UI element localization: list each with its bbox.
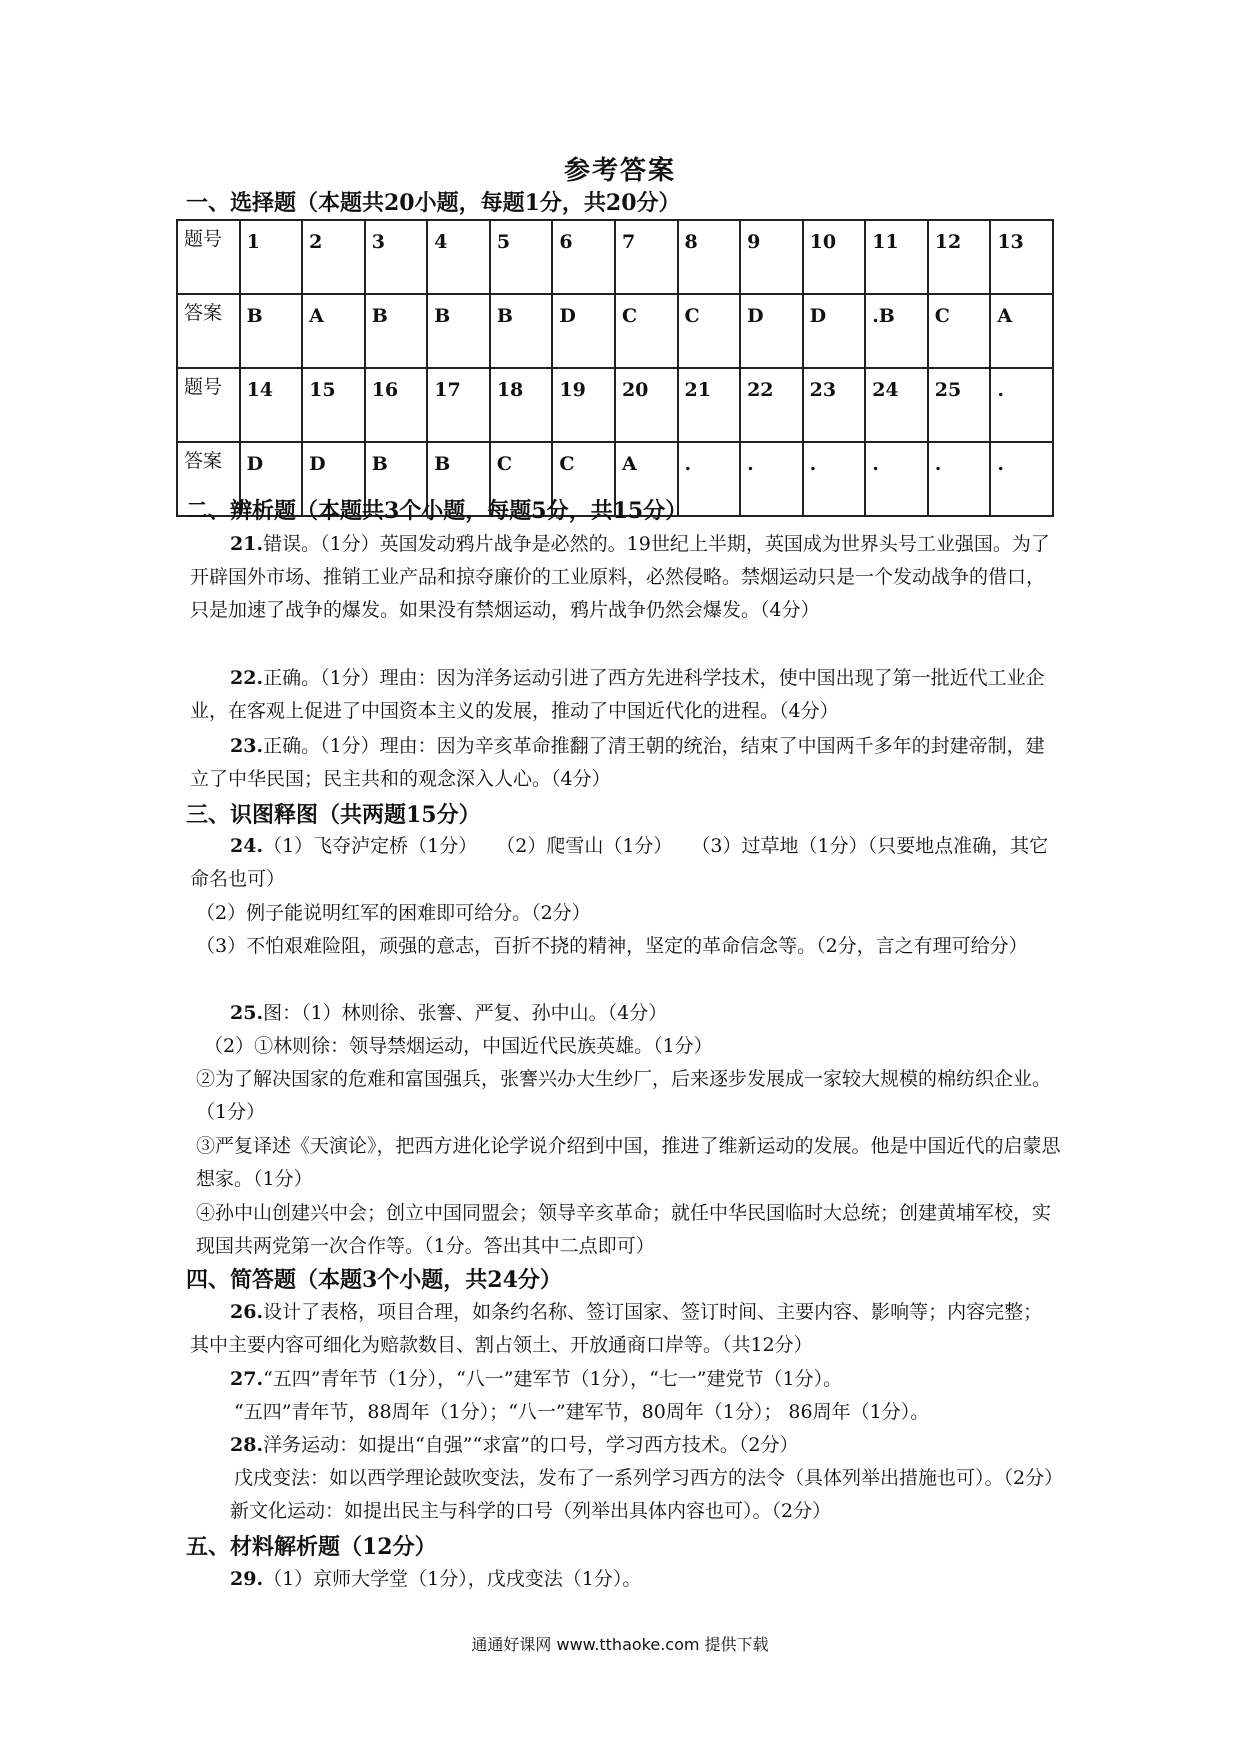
table-cell: A: [615, 442, 678, 516]
answer-28-2: 戊戌变法：如以西学理论鼓吹变法，发布了一系列学习西方的法令（具体列举出措施也可）。（2分）: [234, 1467, 1064, 1489]
answer-28-3: 新文化运动：如提出民主与科学的口号（列举出具体内容也可）。（2分）: [230, 1500, 832, 1522]
table-cell: 24: [865, 368, 928, 442]
table-row-questions-1: [177, 220, 1053, 294]
table-cell: 3: [365, 220, 428, 294]
answer-25-4: ③严复译述《天演论》，把西方进化论学说介绍到中国，推进了维新运动的发展。他是中国近代的启蒙思想家。（1分）: [196, 1135, 1061, 1190]
answer-25-1: 25.图：（1）林则徐、张謇、严复、孙中山。（4分）: [230, 1002, 668, 1024]
row-label-answer: 答案: [177, 294, 240, 368]
table-cell: C: [615, 294, 678, 368]
row-label-question: 题号: [177, 368, 240, 442]
answer-29: 29.（1）京师大学堂（1分），戊戌变法（1分）。: [230, 1568, 642, 1590]
answer-27-2: “五四”青年节，88周年（1分）；“八一”建军节，80周年（1分）； 86周年（1分）。: [234, 1401, 930, 1423]
table-cell: A: [990, 294, 1053, 368]
section-heading-short-answer: 四、简答题（本题3个小题，共24分）: [186, 1267, 562, 1293]
table-cell: A: [302, 294, 365, 368]
table-cell: 17: [427, 368, 490, 442]
answer-28-1: 28.洋务运动：如提出“自强”“求富”的口号，学习西方技术。（2分）: [230, 1434, 799, 1456]
table-cell: 21: [678, 368, 741, 442]
table-cell: 23: [803, 368, 866, 442]
table-cell: 18: [490, 368, 553, 442]
table-cell: .: [678, 442, 741, 516]
table-cell: 12: [928, 220, 991, 294]
table-cell: C: [490, 442, 553, 516]
table-cell: 25: [928, 368, 991, 442]
table-cell: .: [803, 442, 866, 516]
table-cell: B: [240, 294, 303, 368]
answer-25-5: ④孙中山创建兴中会；创立中国同盟会；领导辛亥革命；就任中华民国临时大总统；创建黄埔军校，实现国共两党第一次合作等。（1分。答出其中二点即可）: [196, 1202, 1052, 1257]
table-cell: 2: [302, 220, 365, 294]
answer-21: 21.错误。（1分）英国发动鸦片战争是必然的。19世纪上半期，英国成为世界头号工业强国。为了开辟国外市场、推销工业产品和掠夺廉价的工业原料，必然侵略。禁烟运动只是一个发动战争的借口，只是加速了战争的爆发。如果没有禁烟运动，鸦片战争仍然会爆发。（4分）: [190, 533, 1050, 621]
table-cell: 19: [552, 368, 615, 442]
table-cell: 7: [615, 220, 678, 294]
table-cell: 15: [302, 368, 365, 442]
answer-24-3: （3）不怕艰难险阻，顽强的意志，百折不挠的精神，坚定的革命信念等。（2分，言之有理可给分）: [196, 935, 1028, 957]
answer-27-1: 27.“五四”青年节（1分），“八一”建军节（1分），“七一”建党节（1分）。: [230, 1368, 843, 1390]
table-cell: 22: [740, 368, 803, 442]
answer-24-2: （2）例子能说明红军的困难即可给分。（2分）: [196, 902, 591, 924]
table-cell: .: [740, 442, 803, 516]
table-cell: D: [240, 442, 303, 516]
table-cell: .: [865, 442, 928, 516]
answer-25-3: ②为了解决国家的危难和富国强兵，张謇兴办大生纱厂，后来逐步发展成一家较大规模的棉纺织企业。（1分）: [196, 1068, 1052, 1123]
answer-26: 26.设计了表格，项目合理，如条约名称、签订国家、签订时间、主要内容、影响等；内容完整；其中主要内容可细化为赔款数目、割占领土、开放通商口岸等。（共12分）: [190, 1301, 1043, 1356]
table-cell: 9: [740, 220, 803, 294]
section-heading-analysis: 二、辨析题（本题共3个小题，每题5分，共15分）: [186, 498, 688, 524]
section-heading-picture: 三、识图释图（共两题15分）: [186, 802, 481, 828]
table-cell: D: [803, 294, 866, 368]
table-cell: B: [365, 294, 428, 368]
table-cell: 6: [552, 220, 615, 294]
table-cell: 16: [365, 368, 428, 442]
table-cell: 11: [865, 220, 928, 294]
row-label-question: 题号: [177, 220, 240, 294]
table-cell: B: [490, 294, 553, 368]
table-cell: C: [552, 442, 615, 516]
answer-25-2: （2）①林则徐：领导禁烟运动，中国近代民族英雄。（1分）: [204, 1035, 713, 1057]
table-cell: B: [427, 442, 490, 516]
table-cell: .: [928, 442, 991, 516]
answer-22: 22.正确。（1分）理由：因为洋务运动引进了西方先进科学技术，使中国出现了第一批近代工业企业，在客观上促进了中国资本主义的发展，推动了中国近代化的进程。（4分）: [190, 667, 1045, 722]
table-cell: 4: [427, 220, 490, 294]
table-cell: 20: [615, 368, 678, 442]
table-row-questions-2: [177, 368, 1053, 442]
page-title: 参考答案: [563, 156, 676, 186]
answer-23: 23.正确。（1分）理由：因为辛亥革命推翻了清王朝的统治，结束了中国两千多年的封建帝制，建立了中华民国；民主共和的观念深入人心。（4分）: [190, 735, 1045, 790]
table-cell: C: [928, 294, 991, 368]
table-cell: 14: [240, 368, 303, 442]
table-cell: 8: [678, 220, 741, 294]
table-cell: .B: [865, 294, 928, 368]
table-cell: 1: [240, 220, 303, 294]
table-cell: 10: [803, 220, 866, 294]
table-cell: .: [990, 442, 1053, 516]
table-cell: C: [678, 294, 741, 368]
table-cell: D: [740, 294, 803, 368]
section-heading-choice: 一、选择题（本题共20小题，每题1分，共20分）: [186, 190, 681, 216]
table-cell: D: [552, 294, 615, 368]
table-cell: .: [990, 368, 1053, 442]
table-cell: 5: [490, 220, 553, 294]
answer-table: [176, 219, 1054, 517]
table-cell: D: [302, 442, 365, 516]
table-row-answers-1: [177, 294, 1053, 368]
table-cell: B: [427, 294, 490, 368]
table-cell: B: [365, 442, 428, 516]
row-label-answer: 答案: [177, 442, 240, 516]
answer-24-1: 24.（1）飞夺泸定桥（1分） （2）爬雪山（1分） （3）过草地（1分）（只要地点准确，其它命名也可）: [190, 835, 1049, 890]
page-footer: 通通好课网 www.tthaoke.com 提供下载: [471, 1635, 769, 1654]
section-heading-material: 五、材料解析题（12分）: [186, 1534, 437, 1560]
table-cell: 13: [990, 220, 1053, 294]
